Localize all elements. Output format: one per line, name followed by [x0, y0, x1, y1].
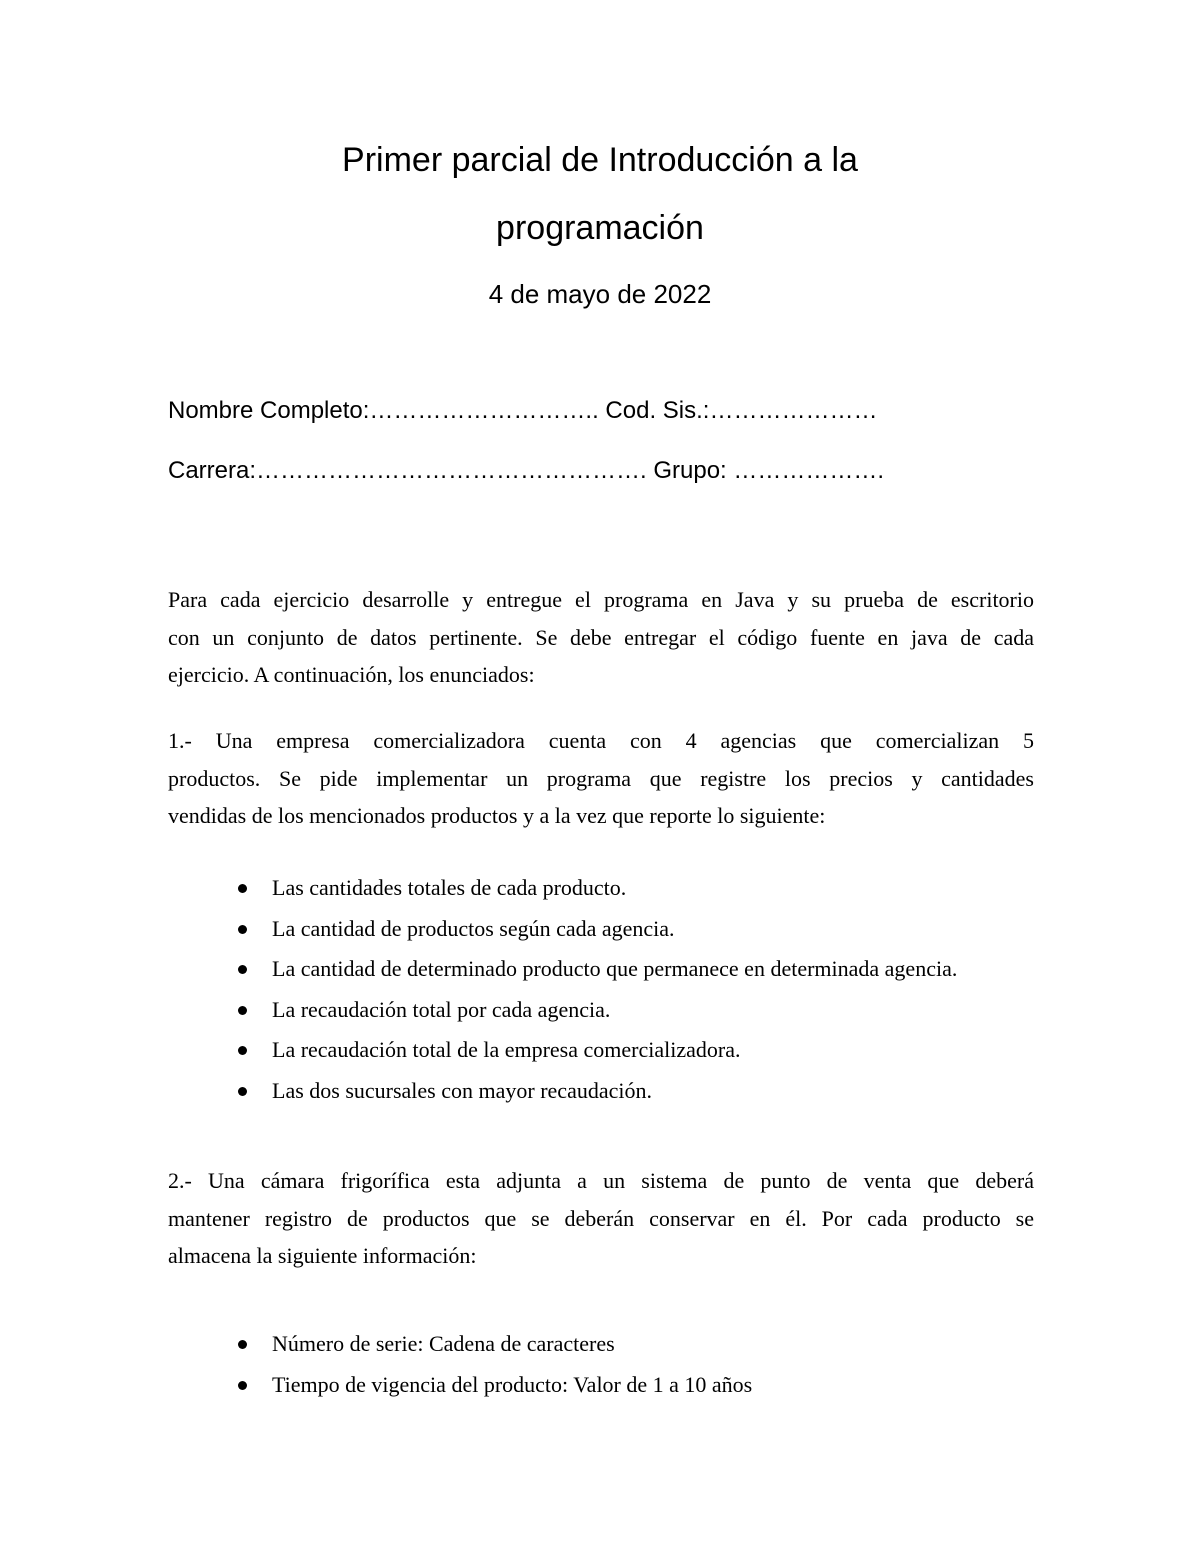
instructions-line: con un conjunto de datos pertinente. Se debe entregar el código fuente en java de cada: [168, 624, 1034, 650]
exercise-2-statement: [168, 1162, 1034, 1275]
exercise-2-line: 2.- Una cámara frigorífica esta adjunta a un sistema de punto de venta que deberá: [168, 1168, 1034, 1193]
exercise-1-line: productos. Se pide implementar un programa que registre los precios y cantidades: [168, 765, 1034, 791]
list-item-text: Las cantidades totales de cada producto.: [272, 875, 627, 900]
list-item: [236, 868, 1036, 909]
list-item-text: La cantidad de productos según cada agencia.: [272, 915, 675, 941]
document-title-line-2: programación: [496, 209, 704, 247]
list-item: [236, 909, 1036, 950]
exercise-1-line: 1.- Una empresa comercializadora cuenta con 4 agencias que comercializan 5: [168, 728, 1034, 753]
exercise-2-fields-list: [236, 1324, 1036, 1405]
list-item-text: La cantidad de determinado producto que permanece en determinada agencia.: [272, 956, 958, 982]
bullet-icon: [238, 965, 247, 974]
list-item: [236, 1071, 1036, 1112]
bullet-icon: [238, 1046, 247, 1055]
exam-date: 4 de mayo de 2022: [488, 279, 712, 309]
career-and-group-field-line: Carrera:…………………………………………. Grupo: ……………….: [168, 457, 885, 484]
bullet-icon: [238, 925, 247, 934]
exercise-1-statement: [168, 722, 1034, 835]
list-item-text: Las dos sucursales con mayor recaudación.: [272, 1077, 652, 1103]
list-item: [236, 1030, 1036, 1071]
bullet-icon: [238, 1381, 247, 1390]
list-item: [236, 1365, 1036, 1406]
exercise-1-requirements-list: [236, 868, 1036, 1112]
bullet-icon: [238, 1006, 247, 1015]
instructions-line: Para cada ejercicio desarrolle y entregue el programa en Java y su prueba de escritorio: [168, 587, 1034, 612]
exercise-2-line: almacena la siguiente información:: [168, 1243, 477, 1268]
list-item-text: La recaudación total por cada agencia.: [272, 996, 611, 1022]
document-title-line-1: Primer parcial de Introducción a la: [342, 141, 858, 179]
bullet-icon: [238, 1340, 247, 1349]
exercise-2-line: mantener registro de productos que se deberán conservar en él. Por cada producto se: [168, 1205, 1034, 1231]
list-item-text: Tiempo de vigencia del producto: Valor de 1 a 10 años: [272, 1371, 753, 1397]
list-item-text: Número de serie: Cadena de caracteres: [272, 1331, 615, 1356]
list-item: [236, 990, 1036, 1031]
name-and-code-field-line: Nombre Completo:……………………….. Cod. Sis.:…………………: [168, 397, 878, 424]
exercise-1-line: vendidas de los mencionados productos y a la vez que reporte lo siguiente:: [168, 803, 826, 828]
instructions-paragraph: [168, 581, 1034, 694]
list-item-text: La recaudación total de la empresa comercializadora.: [272, 1037, 741, 1063]
bullet-icon: [238, 1087, 247, 1096]
instructions-line: ejercicio. A continuación, los enunciados:: [168, 662, 535, 687]
list-item: [236, 949, 1036, 990]
list-item: [236, 1324, 1036, 1365]
bullet-icon: [238, 884, 247, 893]
